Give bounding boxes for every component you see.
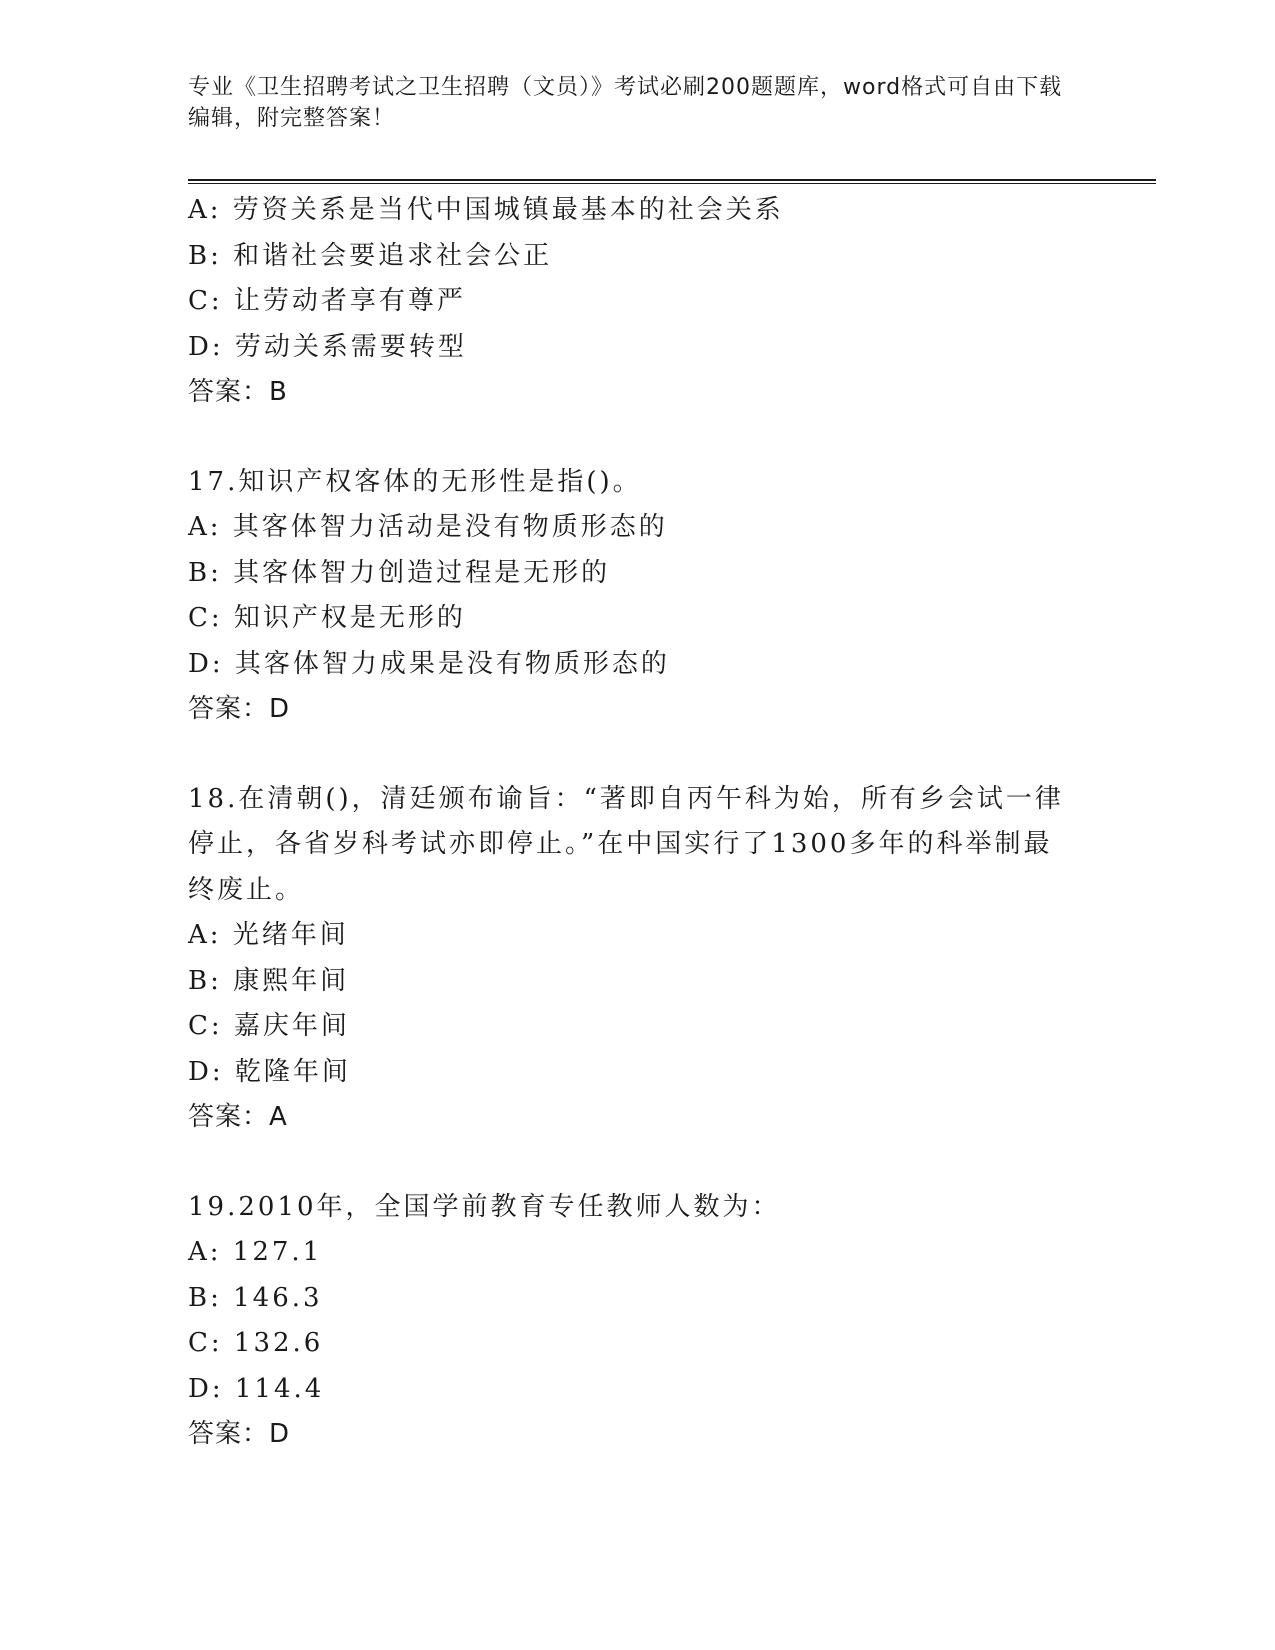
option-c: C: 知识产权是无形的 <box>188 603 466 633</box>
question-block-19 <box>188 1185 1088 1458</box>
spacer <box>188 1141 1088 1185</box>
question-list <box>188 188 1088 1458</box>
option-b: B: 其客体智力创造过程是无形的 <box>188 557 611 588</box>
question-text: 17.知识产权客体的无形性是指()。 <box>188 466 642 497</box>
header-text: 专业《卫生招聘考试之卫生招聘（文员）》考试必刷200题题库，word格式可自由下载编辑，附完整答案！ <box>188 75 1063 131</box>
spacer <box>188 416 1088 460</box>
option-a: A: 光绪年间 <box>188 920 349 950</box>
option-d: D: 乾隆年间 <box>188 1056 351 1087</box>
option-c: C: 让劳动者享有尊严 <box>188 286 466 316</box>
answer-line: 答案：A <box>188 1102 288 1132</box>
option-a: A: 其客体智力活动是没有物质形态的 <box>188 512 668 542</box>
question-text: 19.2010年，全国学前教育专任教师人数为： <box>188 1191 781 1222</box>
option-b: B: 和谐社会要追求社会公正 <box>188 240 553 271</box>
question-block-16 <box>188 188 1088 416</box>
option-a: A: 劳资关系是当代中国城镇最基本的社会关系 <box>188 195 784 225</box>
header-divider <box>188 179 1156 184</box>
option-b: B: 146.3 <box>188 1282 323 1313</box>
answer-line: 答案：B <box>188 377 288 407</box>
question-block-17 <box>188 460 1088 733</box>
option-d: D: 劳动关系需要转型 <box>188 331 467 362</box>
option-a: A: 127.1 <box>188 1237 323 1267</box>
answer-line: 答案：D <box>188 694 291 724</box>
option-c: C: 嘉庆年间 <box>188 1011 350 1041</box>
option-d: D: 114.4 <box>188 1373 325 1404</box>
option-c: C: 132.6 <box>188 1328 324 1358</box>
document-header <box>188 72 1068 134</box>
spacer <box>188 733 1088 777</box>
option-d: D: 其客体智力成果是没有物质形态的 <box>188 648 670 679</box>
answer-line: 答案：D <box>188 1419 291 1449</box>
option-b: B: 康熙年间 <box>188 965 350 996</box>
question-text: 18.在清朝()，清廷颁布谕旨：“著即自丙午科为始，所有乡会试一律停止，各省岁科考试亦即停止。”在中国实行了1300多年的科举制最终废止。 <box>188 783 1064 905</box>
question-block-18 <box>188 777 1088 1141</box>
